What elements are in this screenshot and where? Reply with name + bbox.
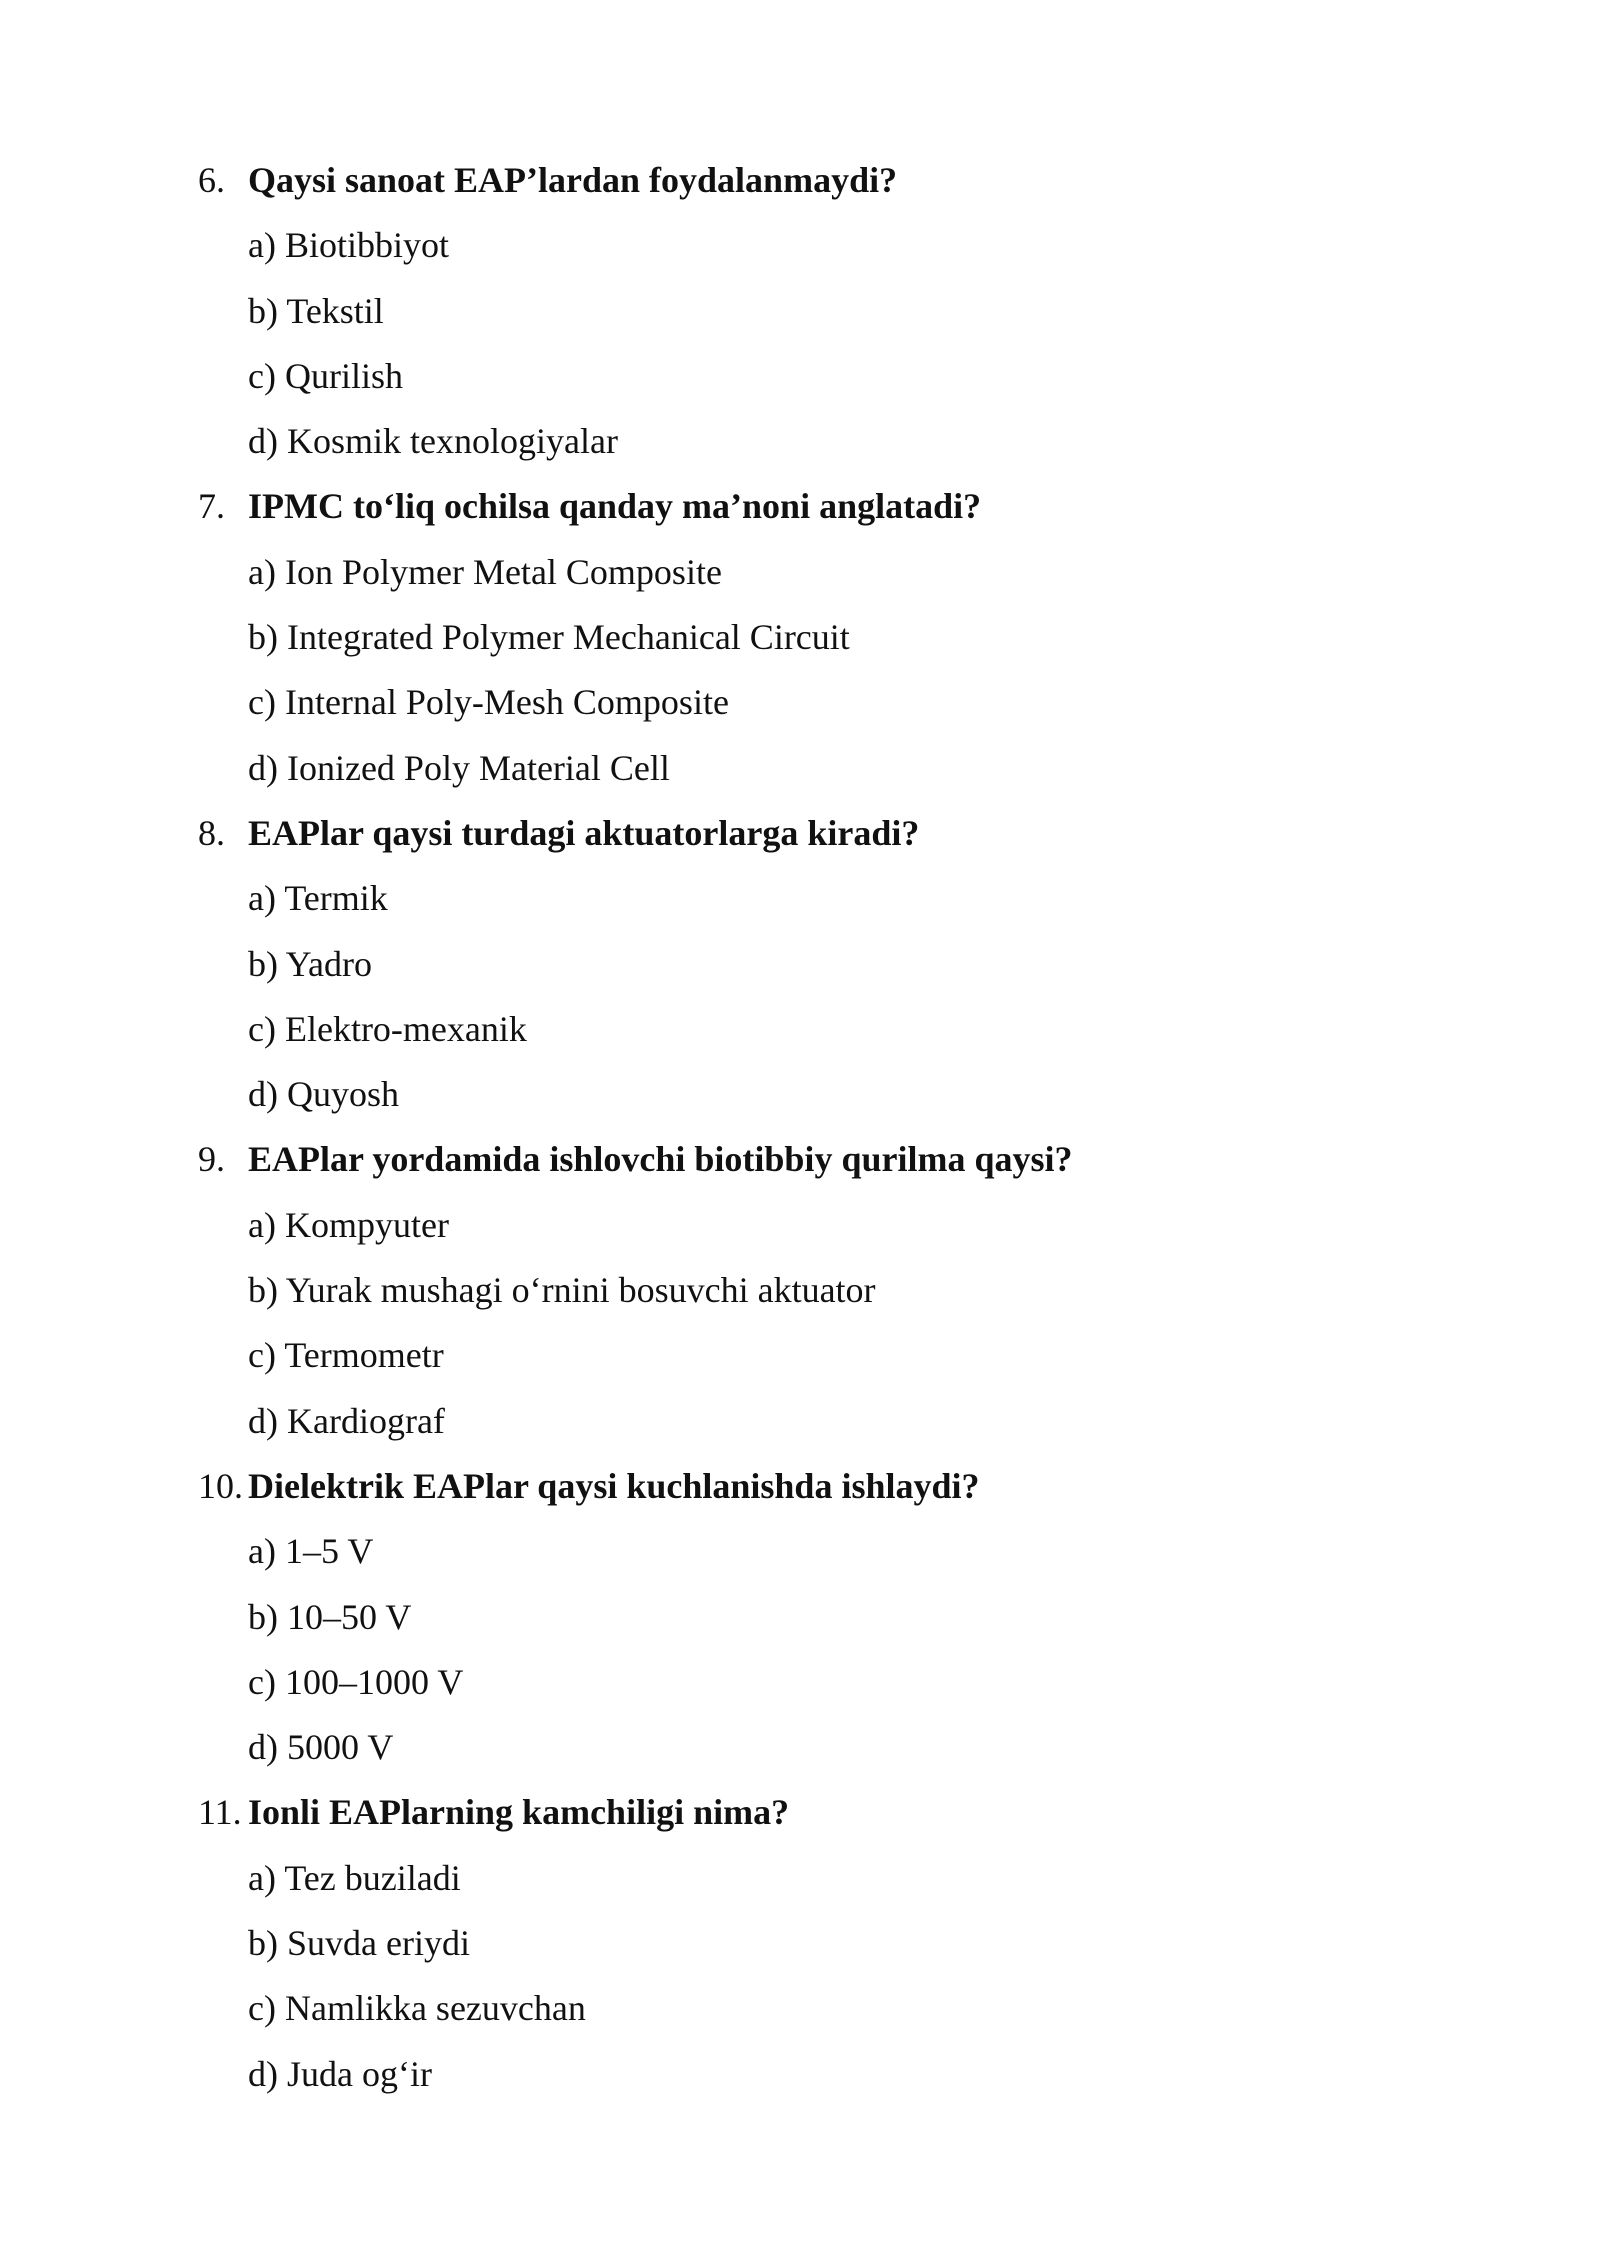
question-number: 7. [198,486,225,527]
question-text: Ionli EAPlarning kamchiligi nima? [248,1792,790,1833]
answer-option: c) Elektro-mexanik [248,1008,527,1049]
answer-option: a) Tez buziladi [248,1857,461,1898]
answer-option: b) Suvda eriydi [248,1923,470,1964]
question-9 [198,1127,1448,1453]
question-heading [198,148,1448,213]
question-heading [198,474,1448,539]
question-text: EAPlar yordamida ishlovchi biotibbiy qurilma qaysi? [248,1139,1073,1180]
answer-option: d) 5000 V [248,1727,394,1768]
answer-option: c) Qurilish [248,355,403,396]
answer-option: d) Quyosh [248,1074,399,1115]
question-number: 10. [198,1465,243,1506]
answer-option: b) Yadro [248,943,373,984]
question-number: 11. [198,1792,242,1833]
answer-option: d) Kardiograf [248,1400,445,1441]
answer-option: a) Kompyuter [248,1204,449,1245]
question-text: Dielektrik EAPlar qaysi kuchlanishda ishlaydi? [248,1465,980,1506]
question-heading [198,1454,1448,1519]
question-6 [198,148,1448,474]
question-text: EAPlar qaysi turdagi aktuatorlarga kiradi? [248,812,920,853]
answer-option: b) Tekstil [248,290,384,331]
answer-option: c) Namlikka sezuvchan [248,1988,586,2029]
answer-option: c) 100–1000 V [248,1661,464,1702]
question-text: IPMC to‘liq ochilsa qanday ma’noni anglatadi? [248,486,982,527]
answer-option: b) Yurak mushagi o‘rnini bosuvchi aktuator [248,1270,876,1311]
answer-option: a) 1–5 V [248,1531,374,1572]
question-heading [198,1127,1448,1192]
question-7 [198,474,1448,800]
answer-option: b) 10–50 V [248,1596,412,1637]
answer-option: d) Juda og‘ir [248,2053,432,2094]
answer-option: c) Internal Poly-Mesh Composite [248,682,729,723]
question-list [198,148,1448,2107]
answer-option: d) Kosmik texnologiyalar [248,421,618,462]
answer-option: a) Biotibbiyot [248,225,449,266]
question-11 [198,1780,1448,2106]
answer-option: b) Integrated Polymer Mechanical Circuit [248,617,850,658]
answer-option: a) Ion Polymer Metal Composite [248,551,722,592]
answer-option: a) Termik [248,878,388,919]
answer-option: d) Ionized Poly Material Cell [248,747,670,788]
question-number: 9. [198,1139,225,1180]
question-text: Qaysi sanoat EAP’lardan foydalanmaydi? [248,160,898,200]
question-10 [198,1454,1448,1780]
question-heading [198,1780,1448,1845]
question-heading [198,801,1448,866]
question-8 [198,801,1448,1127]
question-number: 8. [198,812,225,853]
question-number: 6. [198,160,225,200]
answer-option: c) Termometr [248,1335,444,1376]
